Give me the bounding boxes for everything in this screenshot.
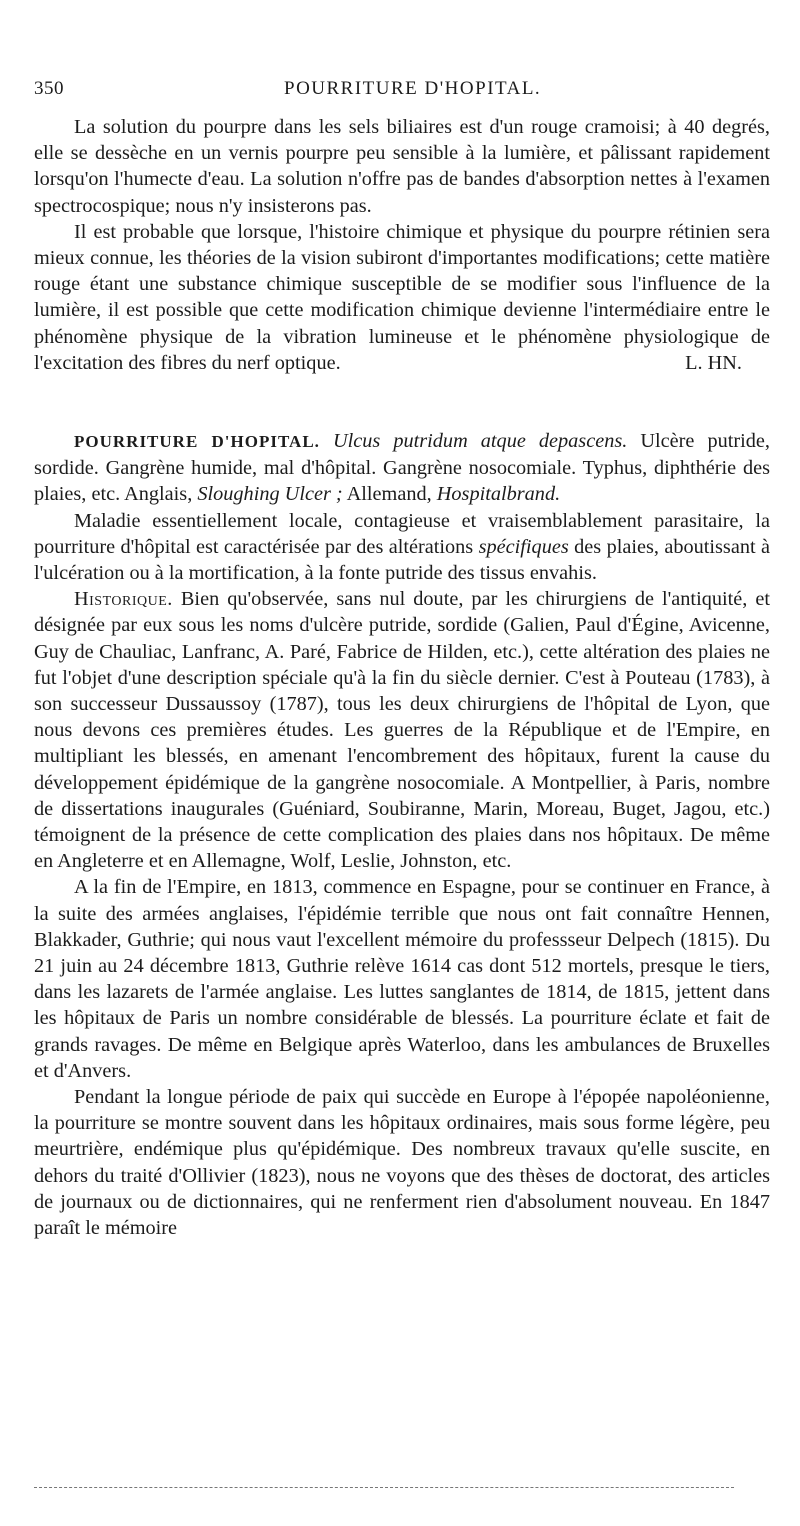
synonyms: Ulcère putride, sordide. Gangrène humide, mal d'hôpital. Gangrène nosocomiale. Typhus, diphthérie des plaies, etc. Anglais, [34, 430, 770, 506]
body-paragraph: A la fin de l'Empire, en 1813, commence en Espagne, pour se continuer en France, à la suite des armées anglaises, l'épidémie terrible que nous ont fait connaître Hennen, Blakkader, Guthrie; qui nous vaut l'excellent mémoire du professseur Delpech (1815). Du 21 juin au 24 décembre 1813, Guthrie relève 1614 cas dont 512 mortels, presque le tiers, dans les lazarets de l'armée anglaise. Les luttes sanglantes de 1814, de 1815, jettent dans les hôpitaux de Paris un nombre considérable de blessés. La pourriture éclate et fait de grands ravages. De même en Belgique après Waterloo, dans les ambulances de Bruxelles et d'Anvers. [34, 876, 770, 1082]
entry-headword: POURRITURE D'HOPITAL. [74, 432, 320, 451]
entry-heading-paragraph [34, 428, 770, 508]
body-paragraph: La solution du pourpre dans les sels biliaires est d'un rouge cramoisi; à 40 degrés, elle se dessèche en un vernis pourpre peu sensible à la lumière, et pâlissant rapidement lorsqu'on l'humecte d'eau. La solution n'offre pas de bandes d'absorption nettes à l'examen spectrocospique; nous n'y insisterons pas. [34, 116, 770, 217]
page-number: 350 [34, 78, 64, 99]
previous-article-end [34, 114, 770, 376]
running-title: POURRITURE D'HOPITAL. [284, 78, 542, 99]
latin-name: Ulcus putridum atque depascens. [332, 430, 628, 452]
german-label: Allemand, [346, 483, 432, 506]
author-signature: L. HN. [685, 351, 742, 374]
history-paragraph: Historique. Bien qu'observée, sans nul doute, par les chirurgiens de l'antiquité, et désignée par eux sous les noms d'ulcère putride, sordide (Galien, Paul d'Égine, Avicenne, Guy de Chauliac, Lanfranc, A. Paré, Fabrice de Hilden, etc.), cette altération des plaies ne fut l'objet d'une description spéciale qu'à la fin du siècle dernier. C'est à Pouteau (1783), à son successeur Dussaussoy (1787), tous les deux chirurgiens de l'hôpital de Lyon, que nous devons ces premières études. Les guerres de la République et de l'Empire, en multipliant les blessés, en amenant l'encombrement des hôpitaux, furent la cause du développement épidémique de la gangrène nosocomiale. A Montpellier, à Paris, nombre de dissertations inaugurales (Guéniard, Soubiranne, Marin, Moreau, Buget, Jagou, etc.) témoignent de la présence de cette complication des plaies dans nos hôpitaux. De même en Angleterre et en Allemagne, Wolf, Leslie, Johnston, etc. [34, 588, 770, 873]
running-header [34, 78, 770, 108]
german-term: Hospitalbrand. [436, 483, 561, 506]
dictionary-entry [34, 428, 770, 1241]
english-term: Sloughing Ulcer ; [197, 483, 343, 506]
bottom-rule [34, 1487, 734, 1488]
section-label: Historique. [74, 588, 173, 611]
italic-word: spécifiques [478, 535, 569, 558]
body-paragraph: Il est probable que lorsque, l'histoire chimique et physique du pourpre rétinien sera mieux connue, les théories de la vision subiront d'importantes modifications; cette matière rouge étant une substance chimique susceptible de se modifier sous l'influence de la lumière, il est possible que cette modification chimique devienne l'intermédiaire entre le phénomène physique de la vibration lumineuse et le phénomène physiologique de l'excitation des fibres du nerf optique. [34, 220, 770, 374]
definition-paragraph: Maladie essentiellement locale, contagieuse et vraisemblablement parasitaire, la pourriture d'hôpital est caractérisée par des altérations spécifiques des plaies, aboutissant à l'ulcération ou à la mortification, à la fonte putride des tissus envahis. [34, 509, 770, 585]
body-paragraph: Pendant la longue période de paix qui succède en Europe à l'épopée napoléonienne, la pourriture se montre souvent dans les hôpitaux ordinaires, mais sous forme légère, peu meurtrière, endémique plus qu'épidémique. Des nombreux travaux qu'elle suscite, en dehors du traité d'Ollivier (1823), nous ne voyons que des thèses de doctorat, des articles de journaux ou de dictionnaires, qui ne renferment rien d'absolument nouveau. En 1847 paraît le mémoire [34, 1086, 770, 1240]
